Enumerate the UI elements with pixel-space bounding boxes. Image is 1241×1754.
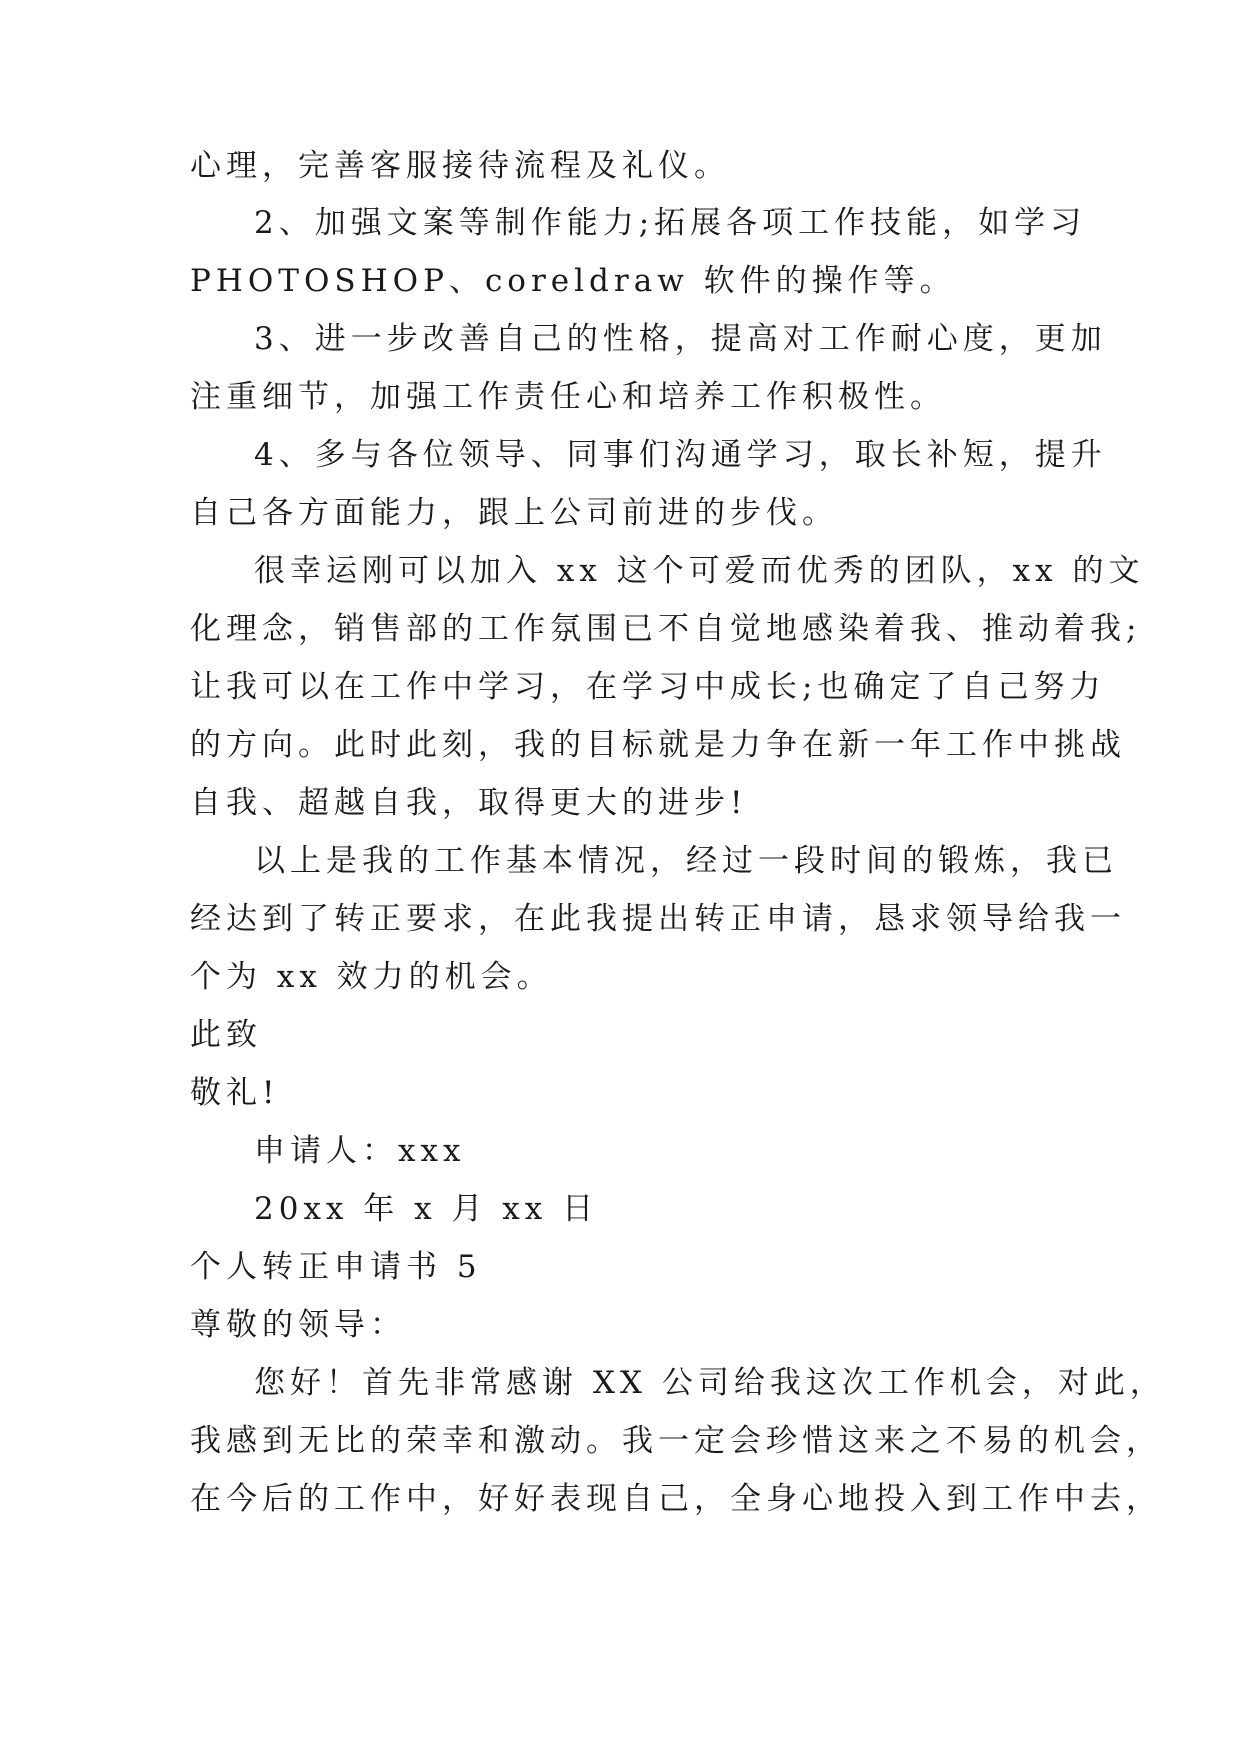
text-line: PHOTOSHOP、coreldraw 软件的操作等。 (190, 263, 956, 299)
text-line: 让我可以在工作中学习，在学习中成长;也确定了自己努力 (190, 669, 1106, 705)
closing-line: 此致 (190, 1017, 262, 1053)
text-line: 我感到无比的荣幸和激动。我一定会珍惜这来之不易的机会， (190, 1423, 1162, 1459)
text-line: 的方向。此时此刻，我的目标就是力争在新一年工作中挑战 (190, 727, 1126, 763)
text-line: 经达到了转正要求，在此我提出转正申请，恳求领导给我一 (190, 901, 1126, 937)
text-line: 4、多与各位领导、同事们沟通学习，取长补短，提升 (254, 437, 1107, 473)
salutation: 尊敬的领导： (190, 1307, 406, 1343)
applicant-line: 申请人：xxx (254, 1133, 466, 1169)
text-line: 自我、超越自我，取得更大的进步! (190, 785, 748, 821)
text-line: 化理念，销售部的工作氛围已不自觉地感染着我、推动着我; (190, 611, 1142, 647)
text-line: 注重细节，加强工作责任心和培养工作积极性。 (190, 379, 946, 415)
date-line: 20xx 年 x 月 xx 日 (254, 1191, 599, 1227)
text-line: 心理，完善客服接待流程及礼仪。 (190, 148, 730, 184)
closing-line: 敬礼! (190, 1075, 280, 1111)
text-line: 3、进一步改善自己的性格，提高对工作耐心度，更加 (254, 321, 1107, 357)
text-line: 个为 xx 效力的机会。 (190, 959, 553, 995)
section-title: 个人转正申请书 5 (190, 1249, 482, 1285)
text-line: 自己各方面能力，跟上公司前进的步伐。 (190, 495, 838, 531)
text-line: 很幸运刚可以加入 xx 这个可爱而优秀的团队，xx 的文 (254, 553, 1145, 589)
text-line: 您好！首先非常感谢 XX 公司给我这次工作机会，对此， (254, 1365, 1166, 1401)
text-line: 在今后的工作中，好好表现自己，全身心地投入到工作中去， (190, 1481, 1162, 1517)
text-line: 以上是我的工作基本情况，经过一段时间的锻炼，我已 (254, 843, 1118, 879)
text-line: 2、加强文案等制作能力;拓展各项工作技能，如学习 (254, 205, 1087, 241)
